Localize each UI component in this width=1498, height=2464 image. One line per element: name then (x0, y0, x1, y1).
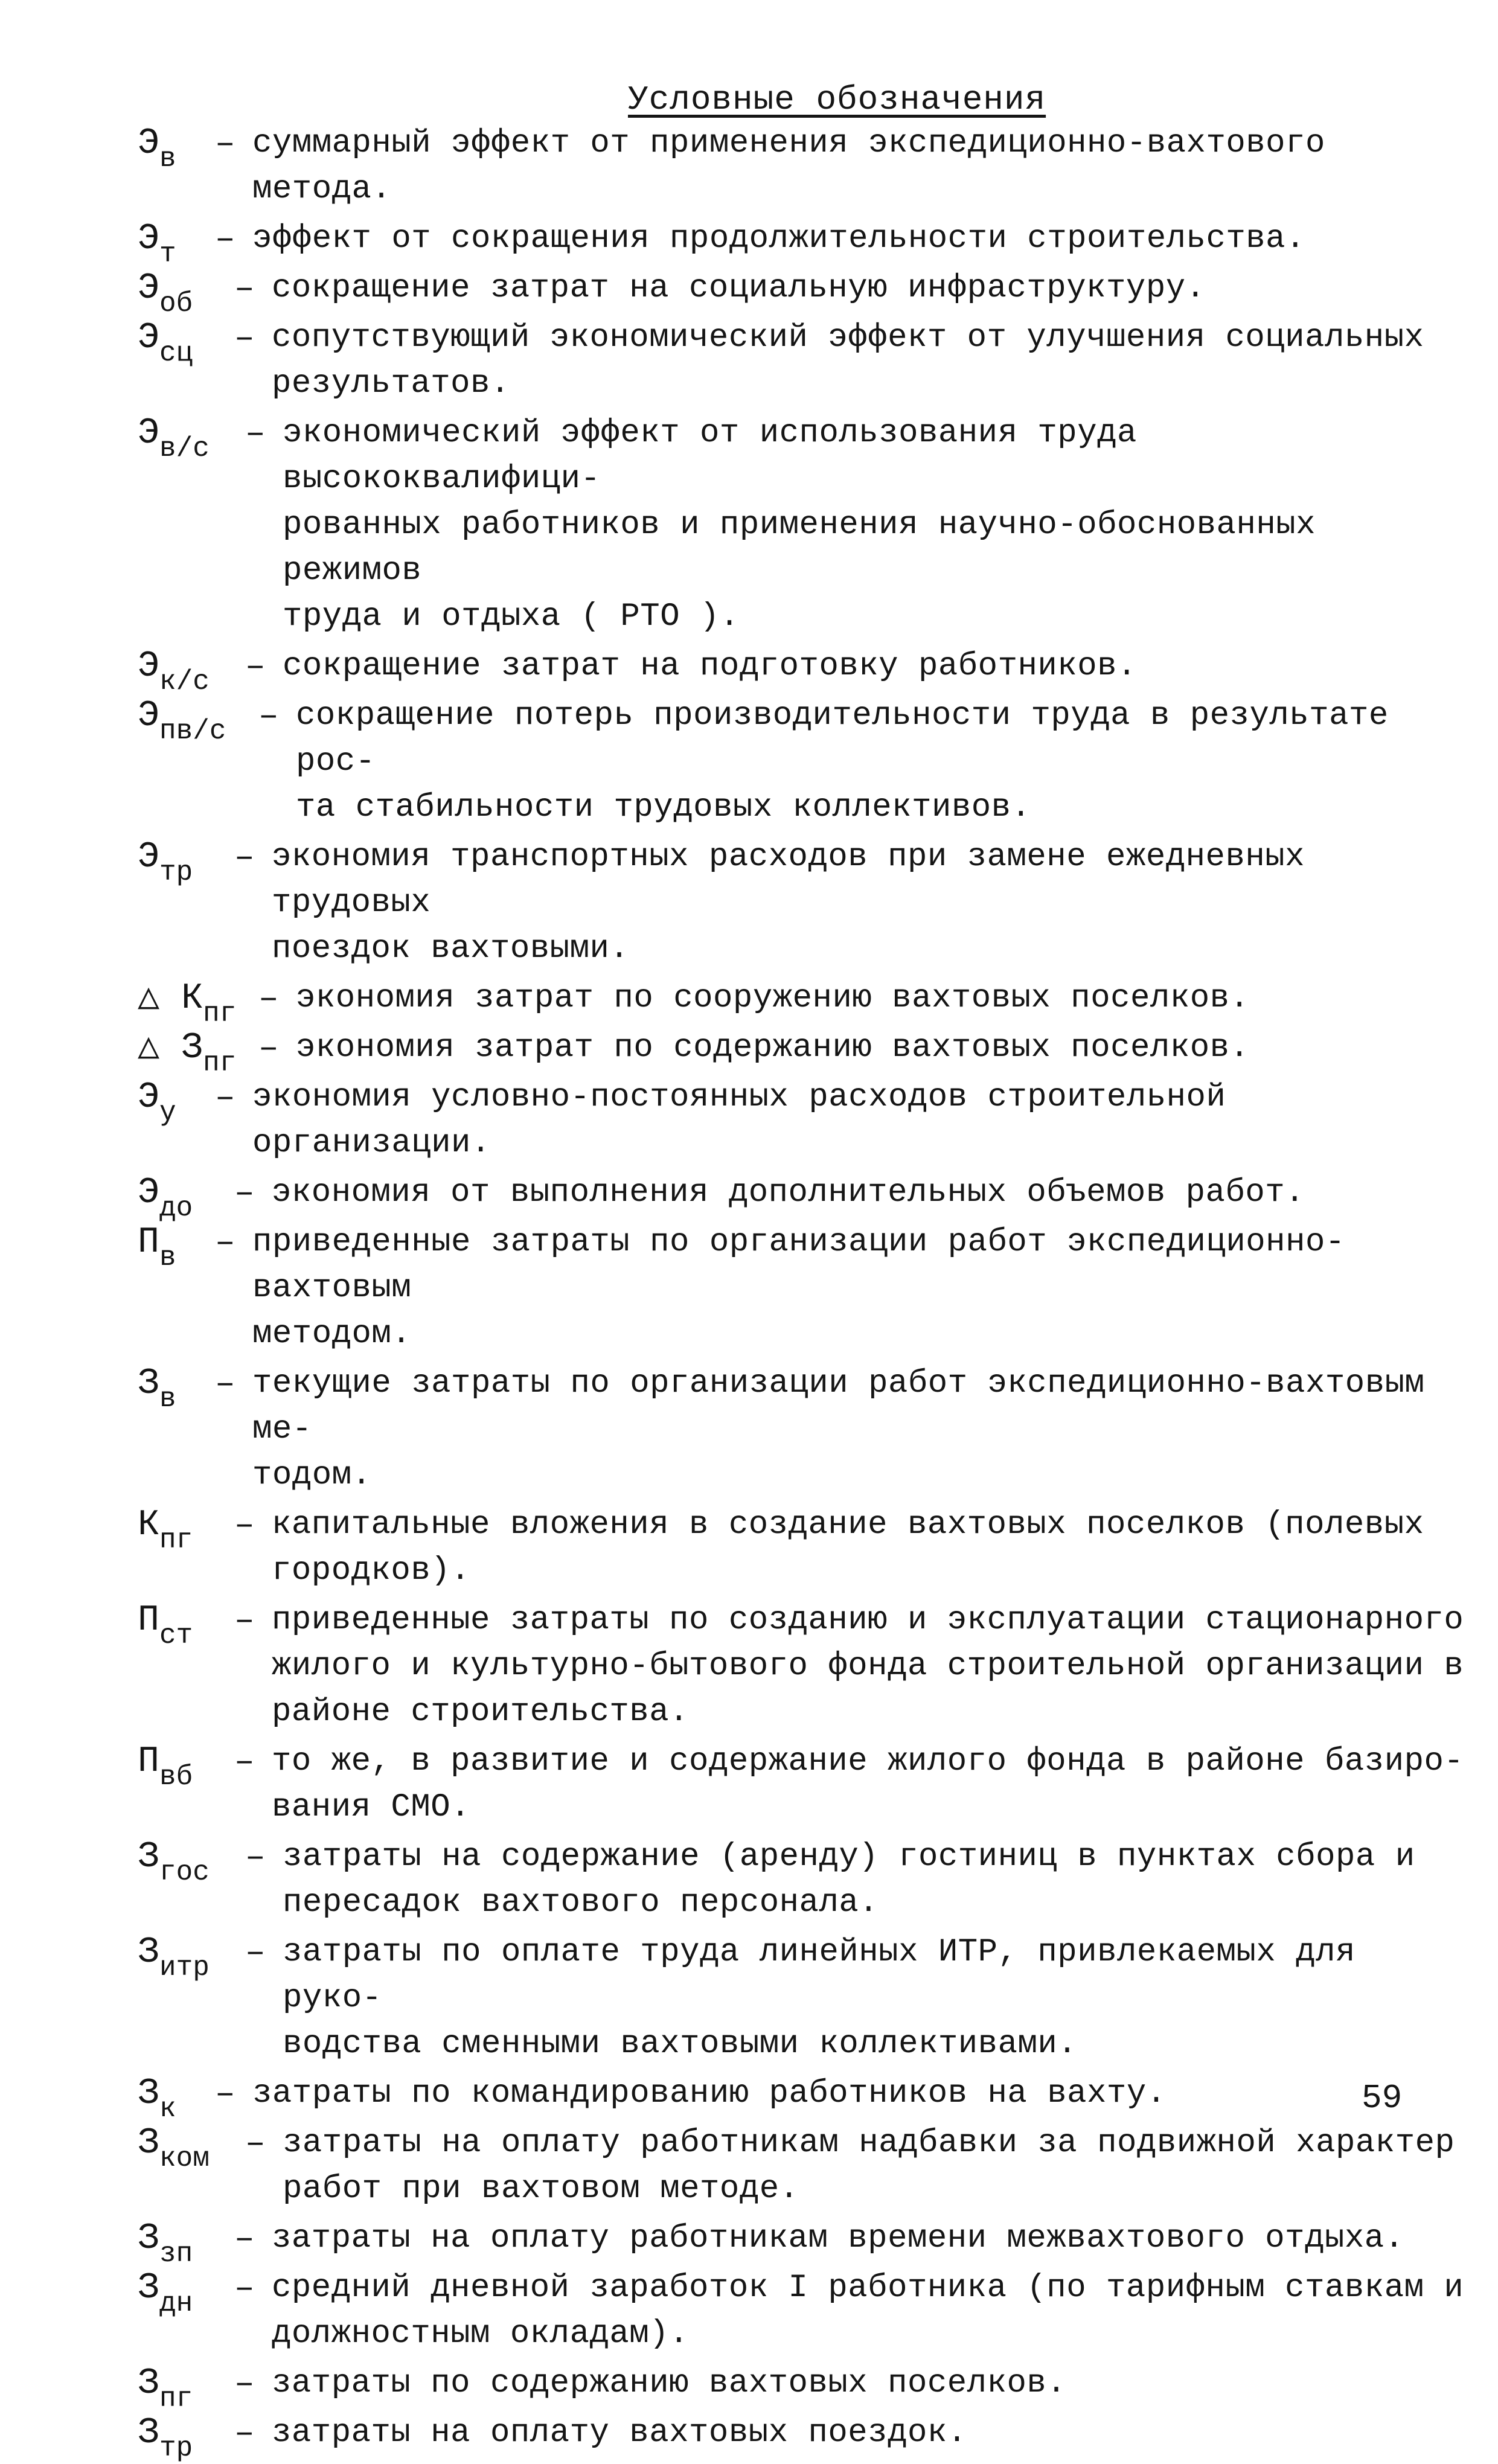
legend-symbol (138, 2410, 193, 2464)
dash-separator: – (234, 1174, 255, 1212)
legend-entry (138, 2120, 1466, 2212)
legend-symbol (138, 411, 210, 464)
symbol-subscript: в (159, 1383, 176, 1415)
dash-separator: – (245, 647, 266, 686)
symbol-base: Э (138, 696, 160, 737)
legend-description: приведенные затраты по созданию и эксплуатации стационарного жилого и культурно-бытового фонда строительной организации в районе строительства. (272, 1602, 1464, 1730)
legend-symbol (138, 2265, 193, 2319)
symbol-base: Э (138, 123, 160, 164)
symbol-base: Э (138, 318, 160, 359)
legend-symbol (138, 1025, 237, 1079)
symbol-base: △ З (138, 1028, 203, 1069)
symbol-base: З (138, 1932, 160, 1973)
dash-separator: – (234, 319, 255, 357)
symbol-base: З (138, 1363, 160, 1404)
legend-entry (138, 216, 1466, 270)
legend-symbol (138, 2120, 210, 2174)
symbol-subscript: дн (159, 2288, 193, 2319)
legend-symbol (138, 2361, 193, 2414)
dash-separator: – (234, 2364, 255, 2403)
legend-symbol (138, 216, 176, 270)
dash-separator: – (215, 124, 235, 163)
legend-entry (138, 1170, 1466, 1224)
symbol-base: З (138, 2073, 160, 2114)
legend-description: экономия затрат по содержанию вахтовых поселков. (296, 1029, 1250, 1066)
legend-description: сокращение затрат на подготовку работников. (283, 648, 1137, 685)
symbol-base: П (138, 1600, 160, 1641)
symbol-subscript: пг (203, 1048, 237, 1079)
dash-separator: – (234, 269, 255, 308)
legend-description: сопутствующий экономический эффект от улучшения социальных результатов. (272, 319, 1424, 402)
legend-symbol (138, 1598, 193, 1651)
dash-separator: – (245, 1838, 266, 1877)
symbol-base: П (138, 1741, 160, 1782)
legend-description: экономия транспортных расходов при замене ежедневных трудовых поездок вахтовыми. (272, 839, 1305, 967)
legend-entry (138, 693, 1466, 831)
legend-entry (138, 121, 1466, 213)
symbol-subscript: т (159, 238, 176, 270)
symbol-subscript: ком (159, 2143, 210, 2174)
legend-symbol (138, 1739, 193, 1793)
legend-symbol (138, 644, 210, 697)
symbol-base: З (138, 2363, 160, 2404)
page-heading: Условные обозначения (628, 80, 1046, 119)
legend-entry (138, 644, 1466, 697)
legend-description: затраты по содержанию вахтовых поселков. (272, 2365, 1067, 2402)
legend-symbol (138, 693, 226, 747)
legend-description: приведенные затраты по организации работ экспедиционно-вахтовым методом. (252, 1224, 1345, 1352)
legend-entry (138, 1502, 1466, 1594)
symbol-subscript: тр (159, 2433, 193, 2464)
legend-symbol (138, 2071, 176, 2125)
symbol-subscript: пг (159, 1525, 193, 1556)
legend-description: сокращение потерь производительности труда в результате рос- та стабильности трудовых коллективов. (296, 697, 1389, 826)
legend-entry (138, 1930, 1466, 2067)
legend-symbol (138, 1075, 176, 1128)
dash-separator: – (215, 1365, 235, 1403)
legend-description: экономический эффект от использования труда высококвалифици- рованных работников и применения научно-обоснованных режимов труда и отдыха ( РТО ). (283, 415, 1316, 635)
legend-entry (138, 2361, 1466, 2414)
legend-description: сокращение затрат на социальную инфраструктуру. (272, 270, 1206, 307)
legend-entry (138, 315, 1466, 407)
legend-symbol (138, 2216, 193, 2270)
legend-symbol (138, 315, 193, 369)
symbol-subscript: гос (159, 1857, 210, 1888)
symbol-subscript: в (159, 143, 176, 174)
symbol-base: З (138, 2123, 160, 2164)
legend-description: экономия от выполнения дополнительных объемов работ. (272, 1174, 1305, 1211)
symbol-subscript: у (159, 1097, 176, 1128)
dash-separator: – (234, 1601, 255, 1640)
symbol-subscript: ст (159, 1620, 193, 1651)
symbol-subscript: к/с (159, 666, 210, 697)
legend-description: текущие затраты по организации работ экспедиционно-вахтовым ме- тодом. (252, 1365, 1425, 1494)
symbol-base: З (138, 2413, 160, 2454)
legend-symbol (138, 1502, 193, 1556)
legend-description: затраты на оплату работникам надбавки за подвижной характер работ при вахтовом методе. (283, 2125, 1455, 2207)
symbol-base: Э (138, 837, 160, 878)
legend-description: экономия условно-постоянных расходов строительной организации. (252, 1079, 1226, 1162)
dash-separator: – (215, 1078, 235, 1117)
symbol-subscript: пг (159, 2383, 193, 2414)
symbol-subscript: тр (159, 857, 193, 888)
symbol-subscript: вб (159, 1761, 193, 1793)
legend-description: затраты на содержание (аренду) гостиниц в пунктах сбора и пересадок вахтового персонала. (283, 1838, 1415, 1921)
symbol-base: Э (138, 646, 160, 687)
symbol-base: К (138, 1505, 160, 1546)
dash-separator: – (234, 2219, 255, 2258)
symbol-subscript: зп (159, 2238, 193, 2270)
legend-entry (138, 2071, 1466, 2125)
legend-description: эффект от сокращения продолжительности строительства. (252, 220, 1305, 257)
symbol-base: Э (138, 413, 160, 454)
symbol-base: Э (138, 1077, 160, 1118)
legend-entry (138, 2265, 1466, 2357)
symbol-base: △ К (138, 978, 203, 1019)
legend-entry (138, 834, 1466, 972)
symbol-base: П (138, 1222, 160, 1263)
dash-separator: – (234, 2269, 255, 2308)
symbol-subscript: сц (159, 338, 193, 369)
legend-description: суммарный эффект от применения экспедиционно-вахтового метода. (252, 125, 1325, 208)
dash-separator: – (215, 220, 235, 258)
legend-description: затраты по командированию работников на вахту. (252, 2075, 1167, 2112)
symbol-subscript: в/с (159, 433, 210, 464)
legend-symbol (138, 976, 237, 1029)
symbol-base: З (138, 1837, 160, 1878)
dash-separator: – (215, 1223, 235, 1262)
dash-separator: – (258, 979, 279, 1018)
symbol-subscript: пв/с (159, 715, 226, 747)
legend-symbol (138, 1930, 210, 1983)
legend-description: капитальные вложения в создание вахтовых поселков (полевых городков). (272, 1506, 1424, 1589)
legend-symbol (138, 1834, 210, 1888)
dash-separator: – (234, 2414, 255, 2453)
dash-separator: – (245, 414, 266, 453)
legend-entry (138, 1598, 1466, 1735)
legend-entry (138, 1361, 1466, 1499)
page-number: 59 (1362, 2079, 1403, 2117)
legend-entry (138, 1220, 1466, 1357)
symbol-subscript: в (159, 1242, 176, 1273)
symbol-base: З (138, 2268, 160, 2309)
legend-symbol (138, 121, 176, 174)
dash-separator: – (234, 1742, 255, 1781)
legend-symbol (138, 834, 193, 888)
legend-entry (138, 411, 1466, 640)
legend-description: затраты на оплату вахтовых поездок. (272, 2414, 967, 2451)
symbol-subscript: об (159, 288, 193, 319)
legend-entry (138, 976, 1466, 1029)
dash-separator: – (245, 2124, 266, 2163)
legend-description: экономия затрат по сооружению вахтовых поселков. (296, 980, 1250, 1017)
symbol-subscript: итр (159, 1952, 210, 1983)
symbol-base: Э (138, 219, 160, 260)
dash-separator: – (234, 838, 255, 877)
symbol-subscript: до (159, 1192, 193, 1224)
dash-separator: – (234, 1506, 255, 1544)
legend-symbol (138, 1220, 176, 1273)
legend-description: то же, в развитие и содержание жилого фонда в районе базиро- вания СМО. (272, 1743, 1464, 1826)
legend-entry (138, 1739, 1466, 1831)
symbol-subscript: пг (203, 998, 237, 1029)
legend-entry (138, 1025, 1466, 1079)
dash-separator: – (245, 1933, 266, 1972)
legend-symbol (138, 266, 193, 319)
legend-entry (138, 1834, 1466, 1926)
symbol-subscript: к (159, 2093, 176, 2125)
legend-description: затраты по оплате труда линейных ИТР, привлекаемых для руко- водства сменными вахтовыми коллективами. (283, 1934, 1356, 2062)
legend-entry (138, 1075, 1466, 1166)
symbol-base: З (138, 2218, 160, 2259)
dash-separator: – (258, 697, 279, 735)
legend-symbol (138, 1170, 193, 1224)
legend-description: затраты на оплату работникам времени межвахтового отдыха. (272, 2220, 1404, 2257)
legend-entry (138, 2216, 1466, 2270)
legend-list (138, 121, 1466, 2464)
dash-separator: – (258, 1029, 279, 1067)
symbol-base: Э (138, 268, 160, 309)
legend-description: средний дневной заработок I работника (по тарифным ставкам и должностным окладам). (272, 2270, 1464, 2352)
legend-symbol (138, 1361, 176, 1415)
legend-entry (138, 2410, 1466, 2464)
dash-separator: – (215, 2075, 235, 2113)
symbol-base: Э (138, 1173, 160, 1214)
legend-entry (138, 266, 1466, 319)
